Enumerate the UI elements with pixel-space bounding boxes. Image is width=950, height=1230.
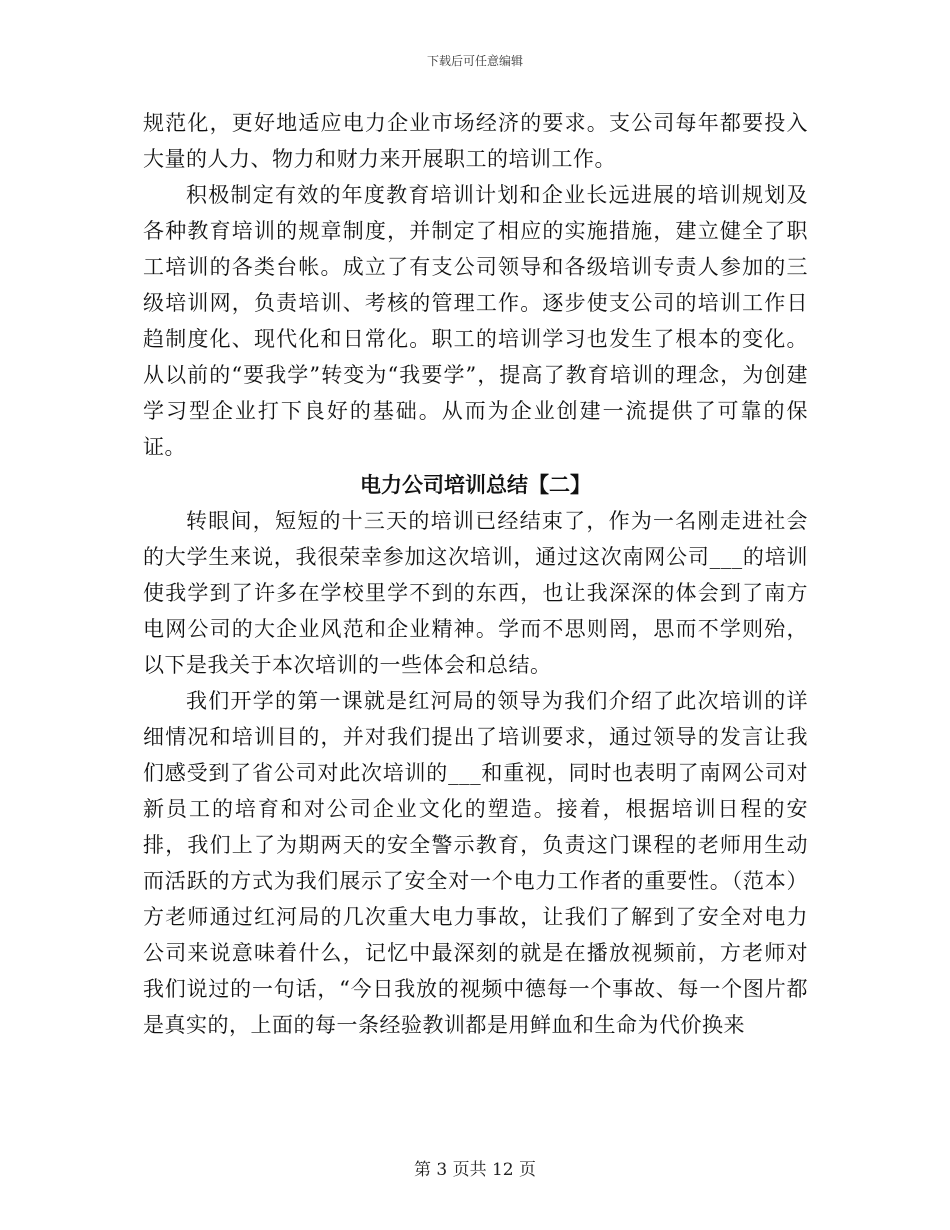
paragraph-training-plan: 积极制定有效的年度教育培训计划和企业长远进展的培训规划及各种教育培训的规章制度，并制定了相应的实施措施，建立健全了职工培训的各类台帐。成立了有支公司领导和各级培训专责人参加的三级培训网，负责培训、考核的管理工作。逐步使支公司的培训工作日趋制度化、现代化和日常化。职工的培训学习也发生了根本的变化。从以前的“要我学”转变为“我要学”，提高了教育培训的理念，为创建学习型企业打下良好的基础。从而为企业创建一流提供了可靠的保证。	[143, 183, 808, 459]
page-header: 下载后可任意编辑	[426, 54, 523, 68]
paragraph-continuation: 规范化，更好地适应电力企业市场经济的要求。支公司每年都要投入大量的人力、物力和财力来开展职工的培训工作。	[143, 111, 808, 171]
page-number-footer: 第 3 页共 12 页	[413, 1160, 537, 1180]
paragraph-first-lesson: 我们开学的第一课就是红河局的领导为我们介绍了此次培训的详细情况和培训目的，并对我们提出了培训要求，通过领导的发言让我们感受到了省公司对此次培训的___和重视，同时也表明了南网公司对新员工的培育和对公司企业文化的塑造。接着，根据培训日程的安排，我们上了为期两天的安全警示教育，负责这门课程的老师用生动而活跃的方式为我们展示了安全对一个电力工作者的重要性。（范本）方老师通过红河局的几次重大电力事故，让我们了解到了安全对电力公司来说意味着什么，记忆中最深刻的就是在播放视频前，方老师对我们说过的一句话，“今日我放的视频中德每一个事故、每一个图片都是真实的，上面的每一条经验教训都是用鲜血和生命为代价换来	[143, 689, 808, 1037]
document-body	[143, 105, 808, 1043]
paragraph-intro: 转眼间，短短的十三天的培训已经结束了，作为一名刚走进社会的大学生来说，我很荣幸参加这次培训，通过这次南网公司___的培训使我学到了许多在学校里学不到的东西，也让我深深的体会到了南方电网公司的大企业风范和企业精神。学而不思则罔，思而不学则殆，以下是我关于本次培训的一些体会和总结。	[143, 509, 808, 677]
section-title: 电力公司培训总结【二】	[360, 473, 591, 497]
